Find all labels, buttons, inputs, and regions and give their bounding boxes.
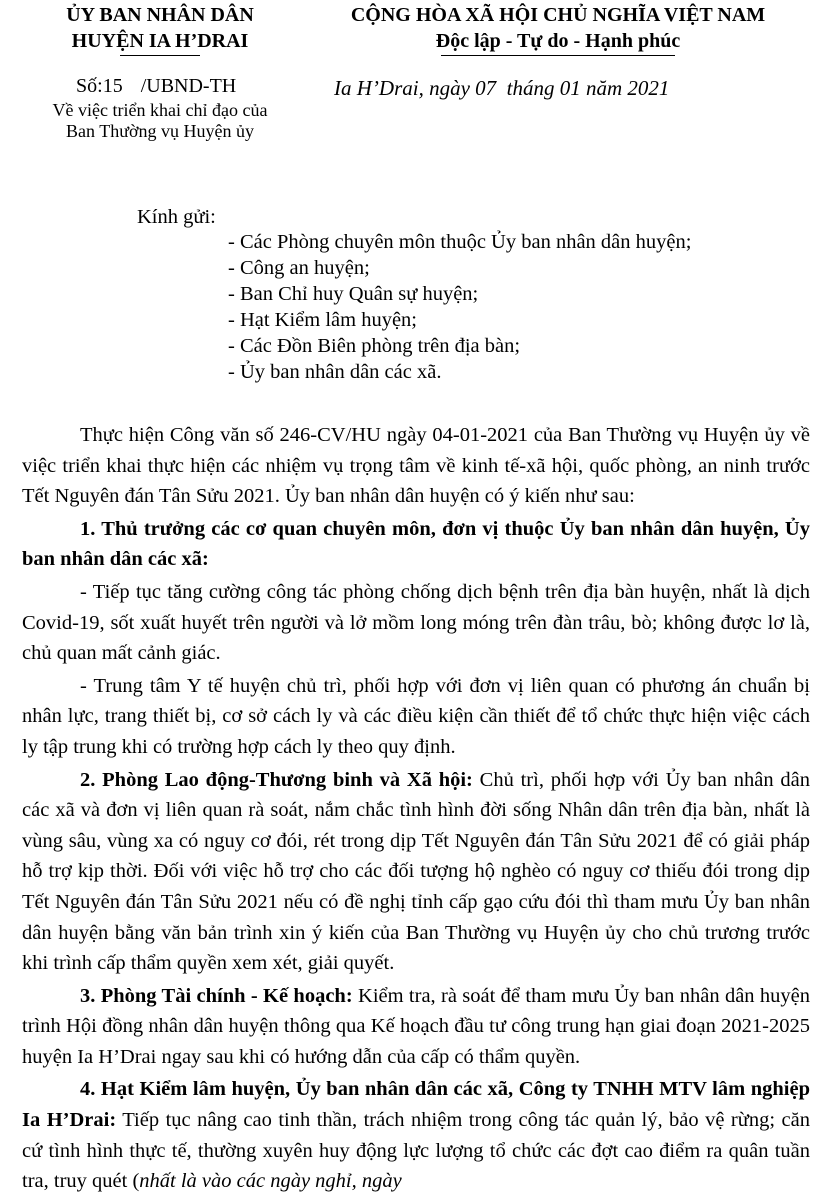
- recipient-item: - Ban Chỉ huy Quân sự huyện;: [228, 283, 479, 305]
- agency-name-line2: HUYỆN IA H’DRAI: [71, 30, 249, 52]
- section-2-text: Chủ trì, phối hợp với Ủy ban nhân dân các xã và đơn vị liên quan rà soát, nắm chắc tình hình đời sống Nhân dân trên địa bàn, nhất là vùng sâu, vùng xa có nguy cơ đói, rét trong dịp Tết Nguyên đán Tân Sửu 2021 để có giải pháp hỗ trợ kịp thời. Đối với việc hỗ trợ cho các đối tượng hộ nghèo có nguy cơ thiếu đói trong dịp Tết Nguyên đán Tân Sửu 2021 nếu có đề nghị tỉnh cấp gạo cứu đói thì tham mưu Ủy ban nhân dân huyện bằng văn bản trình xin ý kiến của Ban Thường vụ Huyện ủy cho chủ trương trước khi trình cấp thẩm quyền xem xét, giải quyết.: [22, 768, 810, 975]
- recipient-item: - Các Phòng chuyên môn thuộc Ủy ban nhân dân huyện;: [228, 231, 692, 253]
- section-4-text: Tiếp tục nâng cao tinh thần, trách nhiệm trong công tác quản lý, bảo vệ rừng; căn cứ tình hình thực tế, thường xuyên huy động lực lượng tổ chức các đợt cao điểm ra quân tuần tra, truy quét (: [22, 1109, 810, 1193]
- section-3-paragraph: [22, 981, 810, 1073]
- national-title: CỘNG HÒA XÃ HỘI CHỦ NGHĨA VIỆT NAM: [350, 4, 766, 26]
- date-month: 01: [559, 76, 581, 100]
- agency-underline: [120, 55, 200, 56]
- section-3-heading: 3. Phòng Tài chính - Kế hoạch:: [80, 984, 353, 1007]
- section-1-paragraph-1: - Tiếp tục tăng cường công tác phòng chống dịch bệnh trên địa bàn huyện, nhất là dịch Covid-19, sốt xuất huyết trên người và lở mồm long móng trên đàn trâu, bò; không được lơ là, chủ quan mất cảnh giác.: [22, 580, 810, 665]
- section-4-italic-text: nhất là vào các ngày nghỉ, ngày: [139, 1170, 402, 1193]
- subject-line1: Về việc triển khai chỉ đạo của: [52, 100, 268, 120]
- section-2-heading: 2. Phòng Lao động-Thương binh và Xã hội:: [80, 768, 473, 791]
- national-motto: Độc lập - Tự do - Hạnh phúc: [435, 30, 681, 52]
- section-4-paragraph: [22, 1074, 810, 1196]
- agency-name-line1: ỦY BAN NHÂN DÂN: [66, 4, 254, 26]
- intro-paragraph: Thực hiện Công văn số 246-CV/HU ngày 04-01-2021 của Ban Thường vụ Huyện ủy về việc triển khai thực hiện các nhiệm vụ trọng tâm về kinh tế-xã hội, quốc phòng, an ninh trước Tết Nguyên đán Tân Sửu 2021. Ủy ban nhân dân huyện có ý kiến như sau:: [22, 424, 810, 508]
- section-2-paragraph: [22, 765, 810, 979]
- section-4-heading: 4. Hạt Kiểm lâm huyện, Ủy ban nhân dân các xã, Công ty TNHH MTV lâm nghiệp Ia H’Drai:: [22, 1078, 810, 1132]
- number-suffix: /UBND-TH: [140, 75, 237, 97]
- date-year-label: năm: [586, 76, 623, 100]
- date-month-label: tháng: [506, 76, 555, 100]
- motto-underline: [441, 55, 675, 56]
- recipient-item: - Các Đồn Biên phòng trên địa bàn;: [228, 335, 521, 357]
- date-line: [334, 76, 669, 101]
- recipients-label: Kính gửi:: [137, 206, 216, 228]
- recipient-item: - Hạt Kiểm lâm huyện;: [228, 309, 418, 331]
- document-number: [76, 75, 236, 98]
- recipient-item: - Công an huyện;: [228, 257, 370, 279]
- subject-line2: Ban Thường vụ Huyện ủy: [66, 121, 254, 141]
- number-value: 15: [102, 75, 123, 97]
- section-1-paragraph-2: - Trung tâm Y tế huyện chủ trì, phối hợp với đơn vị liên quan có phương án chuẩn bị nhân lực, trang thiết bị, cơ sở cách ly và các điều kiện cần thiết để tổ chức thực hiện việc cách ly tập trung khi có trường hợp cách ly theo quy định.: [22, 674, 810, 758]
- document-body: [22, 420, 810, 1197]
- section-3-text: Kiểm tra, rà soát để tham mưu Ủy ban nhân dân huyện trình Hội đồng nhân dân huyện thông qua Kế hoạch đầu tư công trung hạn giai đoạn 2021-2025 huyện Ia H’Drai ngay sau khi có hướng dẫn của cấp có thẩm quyền.: [22, 984, 810, 1068]
- section-1-heading: 1. Thủ trưởng các cơ quan chuyên môn, đơn vị thuộc Ủy ban nhân dân huyện, Ủy ban nhân dân các xã:: [22, 517, 810, 571]
- date-place: Ia H’Drai, ngày: [334, 76, 470, 100]
- date-day: 07: [475, 76, 497, 100]
- date-year: 2021: [627, 76, 670, 100]
- recipient-item: - Ủy ban nhân dân các xã.: [228, 361, 442, 383]
- number-prefix: Số:: [76, 75, 103, 97]
